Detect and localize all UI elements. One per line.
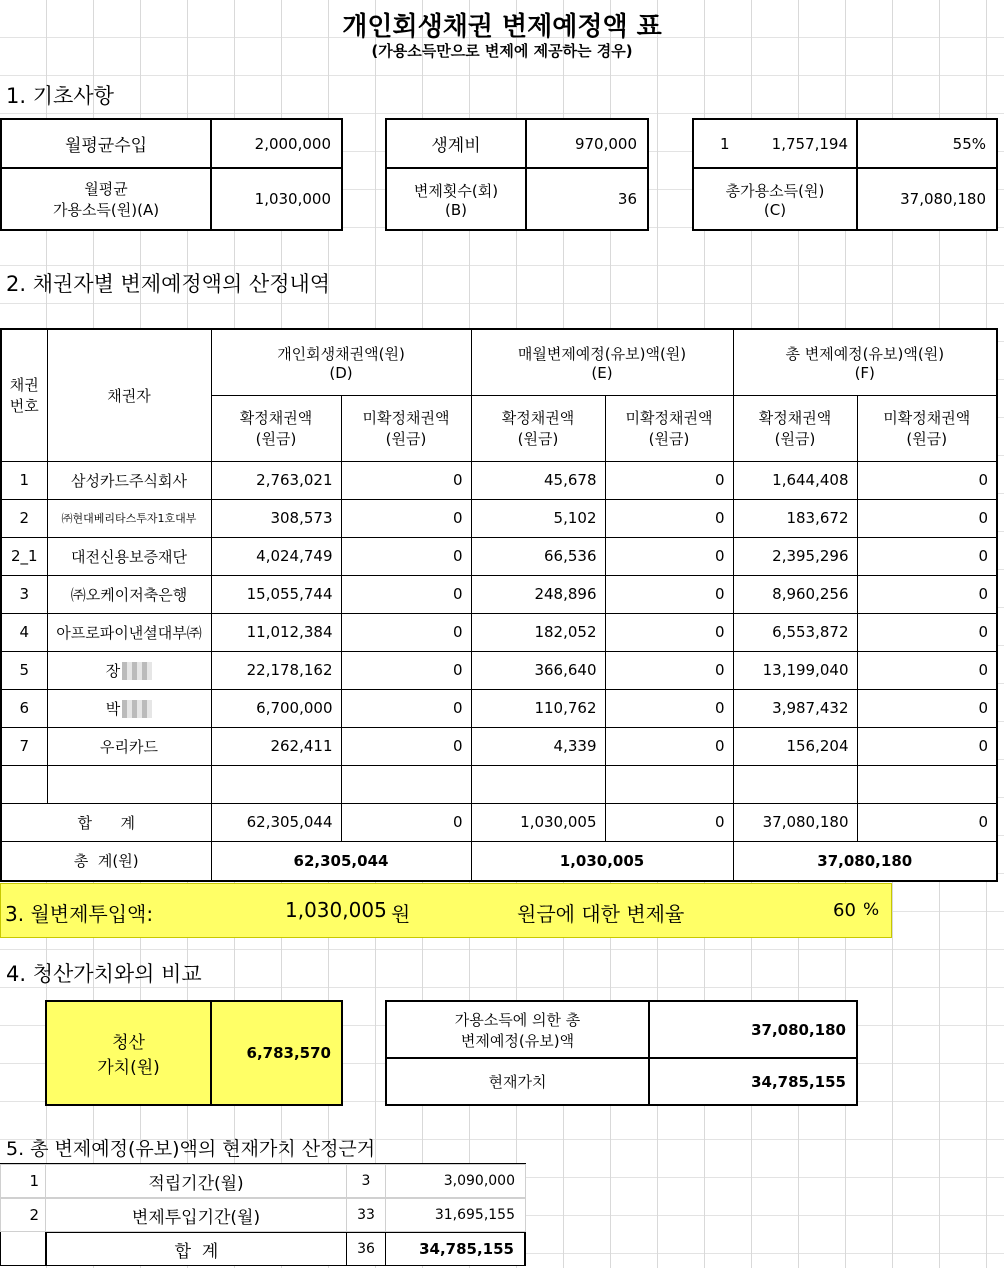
subtotal-row [1, 803, 997, 841]
row-d-fixed[interactable] [211, 689, 341, 727]
creditor-row [1, 537, 997, 575]
row-f-fixed[interactable] [733, 613, 857, 651]
row-d-unfixed[interactable] [341, 727, 471, 765]
basis-row-label[interactable]: 변제투입기간(월) [45, 1198, 347, 1232]
basis-row-months[interactable]: 33 [346, 1198, 386, 1232]
row-no-text: 4 [19, 623, 30, 641]
row-d-fixed[interactable] [211, 537, 341, 575]
row-f-unfixed-text: 0 [978, 585, 988, 603]
row-e-unfixed[interactable] [605, 575, 733, 613]
row-e-fixed-text: 45,678 [544, 471, 597, 489]
subtotal-d-unfixed[interactable]: 0 [341, 803, 471, 841]
subtotal-f-fixed[interactable]: 37,080,180 [733, 803, 857, 841]
total-e[interactable]: 1,030,005 [471, 841, 733, 881]
row-d-unfixed-text: 0 [452, 623, 463, 641]
row-creditor[interactable] [47, 575, 211, 613]
basis-row-label[interactable]: 적립기간(월) [45, 1164, 347, 1198]
row-f-unfixed[interactable] [857, 651, 997, 689]
repay-count-value[interactable]: 36 [525, 167, 649, 231]
row-e-unfixed[interactable] [605, 461, 733, 499]
row-e-fixed[interactable] [471, 727, 605, 765]
subtotal-f-unfixed[interactable]: 0 [857, 803, 997, 841]
row-f-fixed[interactable] [733, 727, 857, 765]
empty-cell[interactable] [341, 765, 471, 803]
row-e-fixed[interactable] [471, 613, 605, 651]
present-value[interactable]: 34,785,155 [648, 1057, 858, 1106]
row-creditor-text: 우리카드 [100, 737, 158, 756]
row-f-unfixed[interactable] [857, 575, 997, 613]
d-unfixed-header: 미확정채권액 (원금) [341, 395, 471, 461]
e-fixed-header: 확정채권액 (원금) [471, 395, 605, 461]
row-d-fixed[interactable] [211, 727, 341, 765]
row-d-unfixed[interactable] [341, 537, 471, 575]
basis-total-months[interactable]: 36 [346, 1232, 386, 1266]
e-unfixed-header: 미확정채권액 (원금) [605, 395, 733, 461]
empty-cell[interactable] [857, 765, 997, 803]
row-no[interactable] [1, 689, 47, 727]
row-f-fixed-text: 6,553,872 [772, 623, 849, 641]
row-no-text: 1 [19, 471, 30, 489]
row-d-unfixed[interactable] [341, 499, 471, 537]
row-f-fixed-text: 3,987,432 [772, 699, 849, 717]
row-e-fixed[interactable] [471, 537, 605, 575]
row-d-fixed-text: 11,012,384 [246, 623, 333, 641]
row-f-unfixed[interactable] [857, 689, 997, 727]
row-creditor-text: ㈜오케이저축은행 [70, 585, 188, 604]
total-d[interactable]: 62,305,044 [211, 841, 471, 881]
row-d-unfixed[interactable] [341, 461, 471, 499]
row-d-unfixed-text: 0 [452, 737, 463, 755]
creditor-row [1, 499, 997, 537]
row-creditor-text: 아프로파이낸셜대부㈜ [56, 623, 202, 642]
row-creditor[interactable] [47, 651, 211, 689]
row-f-fixed-text: 183,672 [786, 509, 849, 527]
row-d-unfixed-text: 0 [452, 471, 463, 489]
monthly-income-label: 월평균수입 [0, 118, 212, 169]
row-f-fixed[interactable] [733, 499, 857, 537]
row-e-unfixed[interactable] [605, 727, 733, 765]
living-cost-label: 생계비 [385, 118, 527, 169]
redacted-name-mosaic [122, 662, 152, 680]
creditor-row [1, 651, 997, 689]
row-f-unfixed-text: 0 [978, 623, 988, 641]
group-e-header: 매월변제예정(유보)액(원) (E) [471, 329, 733, 395]
row-d-fixed-text: 15,055,744 [246, 585, 333, 603]
row-d-unfixed-text: 0 [452, 699, 463, 717]
empty-cell[interactable] [211, 765, 341, 803]
d-fixed-header: 확정채권액 (원금) [211, 395, 341, 461]
total-repay-label: 가용소득에 의한 총 변제예정(유보)액 [385, 1000, 650, 1059]
row-f-unfixed-text: 0 [978, 509, 988, 527]
repay-rate-label: 원금에 대한 변제율 [517, 902, 685, 926]
total-avail-value[interactable]: 37,080,180 [856, 167, 998, 231]
row-creditor-text: 대전신용보증재단 [71, 547, 187, 566]
row-f-unfixed-text: 0 [978, 471, 988, 489]
row-f-unfixed-text: 0 [978, 661, 988, 679]
page-title: 개인회생채권 변제예정액 표 [342, 12, 662, 42]
row-e-fixed-text: 66,536 [544, 547, 597, 565]
basis-total-amount[interactable]: 34,785,155 [385, 1232, 526, 1266]
creditor-row [1, 613, 997, 651]
repay-count-label: 변제횟수(회) (B) [385, 167, 527, 231]
row-e-fixed[interactable] [471, 651, 605, 689]
row-e-fixed[interactable] [471, 575, 605, 613]
row-f-unfixed[interactable] [857, 613, 997, 651]
row-e-unfixed-text: 0 [714, 661, 725, 679]
row-f-unfixed[interactable] [857, 727, 997, 765]
creditor-row [1, 689, 997, 727]
repay-rate-unit: % [863, 900, 880, 920]
basis-row-months[interactable]: 3 [346, 1164, 386, 1198]
col-no-header: 채권 번호 [1, 329, 47, 461]
row-f-unfixed[interactable] [857, 461, 997, 499]
col-creditor-header: 채권자 [47, 329, 211, 461]
row-creditor[interactable] [47, 613, 211, 651]
subtotal-e-fixed[interactable]: 1,030,005 [471, 803, 605, 841]
row-d-unfixed-text: 0 [452, 509, 463, 527]
empty-cell[interactable] [1, 765, 47, 803]
row-f-unfixed-text: 0 [978, 547, 988, 565]
f-fixed-header: 확정채권액 (원금) [733, 395, 857, 461]
row-f-fixed[interactable] [733, 651, 857, 689]
row-no-text: 3 [19, 585, 30, 603]
page-subtitle: (가용소득만으로 변제에 제공하는 경우) [371, 42, 633, 60]
row-creditor[interactable] [47, 537, 211, 575]
basis-row-amount[interactable]: 31,695,155 [385, 1198, 526, 1232]
row-f-fixed-text: 156,204 [786, 737, 849, 755]
row-creditor-text: 삼성카드주식회사 [71, 471, 187, 490]
row-f-fixed[interactable] [733, 575, 857, 613]
section5-heading: 5. 총 변제예정(유보)액의 현재가치 산정근거 [6, 1138, 376, 1160]
monthly-input-unit: 원 [391, 902, 411, 926]
row-d-unfixed-text: 0 [452, 661, 463, 679]
creditor-row [1, 461, 997, 499]
row-e-unfixed[interactable] [605, 613, 733, 651]
row-e-unfixed[interactable] [605, 651, 733, 689]
row-e-fixed[interactable] [471, 499, 605, 537]
row-d-unfixed[interactable] [341, 689, 471, 727]
total-avail-label: 총가용소득(원) (C) [692, 167, 858, 231]
row-no-text: 6 [19, 699, 30, 717]
present-value-label: 현재가치 [385, 1057, 650, 1106]
row-d-fixed-text: 4,024,749 [256, 547, 333, 565]
total-row [1, 841, 997, 881]
row-creditor[interactable] [47, 461, 211, 499]
basis-row-no[interactable]: 2 [0, 1198, 46, 1232]
row-e-unfixed[interactable] [605, 537, 733, 575]
row-d-unfixed-text: 0 [452, 547, 463, 565]
creditor-row [1, 727, 997, 765]
row-f-fixed-text: 8,960,256 [772, 585, 849, 603]
basis-total-label: 합 계 [45, 1232, 347, 1266]
avail-income-label: 월평균 가용소득(원)(A) [0, 167, 212, 231]
row-f-unfixed[interactable] [857, 537, 997, 575]
total-repay-value[interactable]: 37,080,180 [648, 1000, 858, 1059]
row-f-fixed[interactable] [733, 537, 857, 575]
row-no[interactable] [1, 537, 47, 575]
row-no[interactable] [1, 727, 47, 765]
row-f-fixed[interactable] [733, 689, 857, 727]
section3-heading: 3. 월변제투입액: [5, 902, 154, 926]
liquidation-label: 청산 가치(원) [45, 1000, 212, 1106]
row-e-unfixed-text: 0 [714, 699, 725, 717]
row-f-unfixed[interactable] [857, 499, 997, 537]
section1-heading: 1. 기초사항 [6, 84, 114, 108]
row-d-fixed-text: 2,763,021 [256, 471, 333, 489]
creditor-table [0, 328, 998, 882]
row-creditor[interactable] [47, 499, 211, 537]
row-creditor[interactable] [47, 727, 211, 765]
ratio-cell [692, 118, 858, 169]
row-f-fixed-text: 2,395,296 [772, 547, 849, 565]
row-e-fixed[interactable] [471, 461, 605, 499]
row-no-text: 7 [19, 737, 30, 755]
subtotal-e-unfixed[interactable]: 0 [605, 803, 733, 841]
row-d-unfixed[interactable] [341, 613, 471, 651]
row-e-fixed-text: 182,052 [534, 623, 597, 641]
row-d-fixed[interactable] [211, 651, 341, 689]
row-d-fixed[interactable] [211, 461, 341, 499]
basis-row-no[interactable]: 1 [0, 1164, 46, 1198]
row-creditor-text: 박 [105, 699, 121, 718]
row-no-text: 5 [19, 661, 30, 679]
subtotal-label: 합 계 [1, 803, 211, 841]
total-label: 총 계(원) [1, 841, 211, 881]
avail-income-value[interactable]: 1,030,000 [210, 167, 343, 231]
row-creditor-text: 장 [105, 661, 121, 680]
empty-cell[interactable] [471, 765, 605, 803]
row-no-text: 2_1 [10, 547, 38, 565]
ratio-percent: 55% [856, 118, 998, 169]
row-f-unfixed-text: 0 [978, 699, 988, 717]
liquidation-value[interactable]: 6,783,570 [210, 1000, 343, 1106]
row-no[interactable] [1, 613, 47, 651]
row-e-unfixed-text: 0 [714, 471, 725, 489]
section4-heading: 4. 청산가치와의 비교 [6, 962, 202, 986]
row-d-fixed[interactable] [211, 499, 341, 537]
row-d-fixed-text: 262,411 [270, 737, 333, 755]
row-f-fixed[interactable] [733, 461, 857, 499]
group-f-header: 총 변제예정(유보)액(원) (F) [733, 329, 997, 395]
monthly-input-bar [0, 883, 892, 938]
row-d-fixed-text: 308,573 [270, 509, 333, 527]
row-f-unfixed-text: 0 [978, 737, 988, 755]
row-e-unfixed-text: 0 [714, 585, 725, 603]
row-no[interactable] [1, 461, 47, 499]
row-no[interactable] [1, 575, 47, 613]
row-d-fixed-text: 22,178,162 [246, 661, 333, 679]
row-e-fixed[interactable] [471, 689, 605, 727]
redacted-name-mosaic [122, 700, 152, 718]
row-f-fixed-text: 13,199,040 [762, 661, 849, 679]
row-e-unfixed-text: 0 [714, 547, 725, 565]
row-e-unfixed-text: 0 [714, 509, 725, 527]
ratio-amount: 1,757,194 [771, 134, 848, 153]
row-d-unfixed-text: 0 [452, 585, 463, 603]
row-e-unfixed-text: 0 [714, 737, 725, 755]
row-d-unfixed[interactable] [341, 651, 471, 689]
creditor-row [1, 575, 997, 613]
empty-cell[interactable] [47, 765, 211, 803]
row-no[interactable] [1, 499, 47, 537]
row-e-fixed-text: 366,640 [534, 661, 597, 679]
group-d-header: 개인회생채권액(원) (D) [211, 329, 471, 395]
section2-heading: 2. 채권자별 변제예정액의 산정내역 [6, 272, 331, 296]
row-e-fixed-text: 5,102 [553, 509, 597, 527]
row-f-fixed-text: 1,644,408 [772, 471, 849, 489]
total-f[interactable]: 37,080,180 [733, 841, 997, 881]
row-no[interactable] [1, 651, 47, 689]
row-creditor[interactable] [47, 689, 211, 727]
basis-row-amount[interactable]: 3,090,000 [385, 1164, 526, 1198]
row-d-unfixed[interactable] [341, 575, 471, 613]
empty-cell[interactable] [733, 765, 857, 803]
f-unfixed-header: 미확정채권액 (원금) [857, 395, 997, 461]
row-no-text: 2 [19, 509, 30, 527]
ratio-index: 1 [720, 134, 730, 153]
row-e-fixed-text: 110,762 [534, 699, 597, 717]
monthly-input-amount[interactable]: 1,030,005 [285, 898, 387, 922]
row-e-unfixed[interactable] [605, 689, 733, 727]
row-d-fixed[interactable] [211, 613, 341, 651]
row-d-fixed[interactable] [211, 575, 341, 613]
living-cost-value[interactable]: 970,000 [525, 118, 649, 169]
monthly-income-value[interactable]: 2,000,000 [210, 118, 343, 169]
repay-rate-value[interactable]: 60 [833, 900, 856, 921]
subtotal-d-fixed[interactable]: 62,305,044 [211, 803, 341, 841]
row-e-fixed-text: 4,339 [553, 737, 597, 755]
row-e-unfixed[interactable] [605, 499, 733, 537]
row-creditor-text: ㈜현대베리타스투자1호대부 [61, 512, 197, 525]
row-e-fixed-text: 248,896 [534, 585, 597, 603]
empty-cell[interactable] [605, 765, 733, 803]
row-e-unfixed-text: 0 [714, 623, 725, 641]
row-d-fixed-text: 6,700,000 [256, 699, 333, 717]
